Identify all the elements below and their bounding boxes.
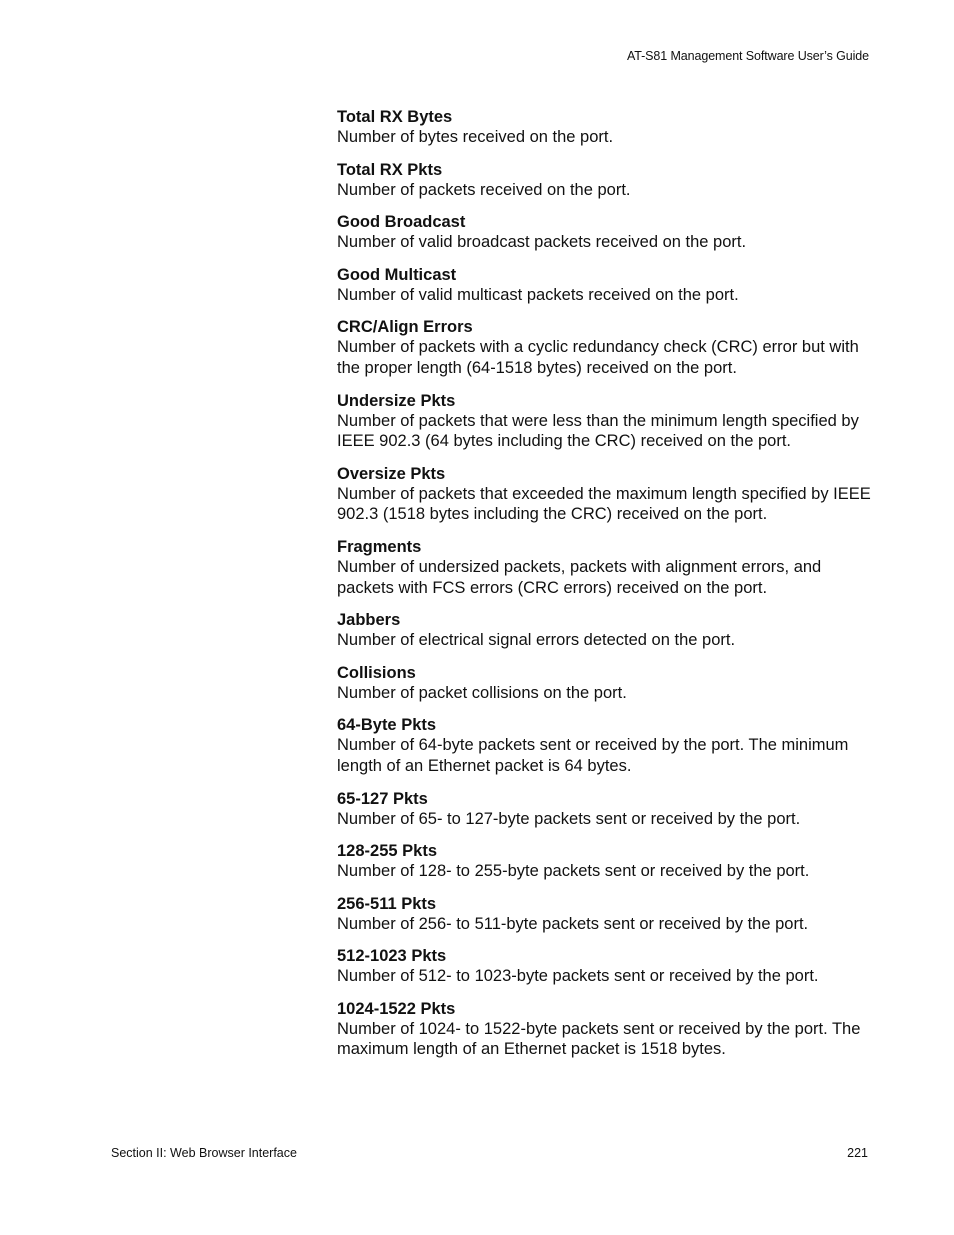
definition-description: Number of packets that exceeded the maximum length specified by IEEE 902.3 (1518 bytes including the CRC) received on the port. xyxy=(337,484,871,524)
definition-description: Number of valid multicast packets received on the port. xyxy=(337,285,739,304)
footer-section-title: Section II: Web Browser Interface xyxy=(111,1146,297,1160)
definition-description: Number of 512- to 1023-byte packets sent or received by the port. xyxy=(337,967,819,986)
definition-description: Number of 256- to 511-byte packets sent or received by the port. xyxy=(337,914,809,933)
definition-description: Number of packets received on the port. xyxy=(337,180,631,199)
footer-page-number: 221 xyxy=(847,1146,868,1160)
definition-term: Oversize Pkts xyxy=(337,464,446,483)
definition-description: Number of valid broadcast packets received on the port. xyxy=(337,233,747,252)
definition-term: 1024-1522 Pkts xyxy=(337,999,456,1018)
definition-description: Number of packet collisions on the port. xyxy=(337,683,627,702)
definition-entry xyxy=(337,894,877,935)
definition-term: Good Broadcast xyxy=(337,213,466,232)
definition-entry xyxy=(337,789,877,830)
definition-term: 512-1023 Pkts xyxy=(337,947,447,966)
definition-description: Number of 65- to 127-byte packets sent or received by the port. xyxy=(337,809,801,828)
definition-description: Number of 64-byte packets sent or received by the port. The minimum length of an Ethernet packet is 64 bytes. xyxy=(337,736,849,775)
definition-term: Collisions xyxy=(337,663,416,682)
definition-term: 64-Byte Pkts xyxy=(337,716,437,735)
definition-entry xyxy=(337,715,877,776)
running-header: AT-S81 Management Software User’s Guide xyxy=(626,49,869,63)
definition-entry xyxy=(337,999,877,1060)
definition-description: Number of undersized packets, packets with alignment errors, and packets with FCS errors (CRC errors) received on the port. xyxy=(337,557,822,597)
definition-entry xyxy=(337,317,877,378)
definition-term: Total RX Pkts xyxy=(337,160,443,179)
definition-entry xyxy=(337,107,877,148)
definition-entry xyxy=(337,663,877,704)
definition-description: Number of packets that were less than the minimum length specified by IEEE 902.3 (64 bytes including the CRC) received on the port. xyxy=(337,411,859,451)
definition-description: Number of electrical signal errors detected on the port. xyxy=(337,631,736,650)
definition-term: CRC/Align Errors xyxy=(337,318,473,337)
definition-description: Number of bytes received on the port. xyxy=(337,128,614,146)
definition-entry xyxy=(337,464,877,525)
definition-description: Number of packets with a cyclic redundancy check (CRC) error but with the proper length (64-1518 bytes) received on the port. xyxy=(337,338,859,377)
definition-entry xyxy=(337,212,877,253)
definition-term: Jabbers xyxy=(337,611,401,630)
definition-entry xyxy=(337,391,877,452)
definition-term: Good Multicast xyxy=(337,265,457,284)
definition-entry xyxy=(337,265,877,306)
definition-description: Number of 128- to 255-byte packets sent or received by the port. xyxy=(337,862,810,881)
definition-term: 256-511 Pkts xyxy=(337,894,437,913)
definition-term: Undersize Pkts xyxy=(337,391,456,410)
definition-term: 128-255 Pkts xyxy=(337,842,437,861)
definition-description: Number of 1024- to 1522-byte packets sent or received by the port. The maximum length of an Ethernet packet is 1518 bytes. xyxy=(337,1019,861,1059)
definition-entry xyxy=(337,537,877,598)
definition-list xyxy=(337,107,877,1072)
definition-term: 65-127 Pkts xyxy=(337,789,428,808)
definition-entry xyxy=(337,841,877,882)
definition-entry xyxy=(337,160,877,201)
definition-term: Total RX Bytes xyxy=(337,108,453,126)
definition-entry xyxy=(337,946,877,987)
definition-entry xyxy=(337,610,877,651)
definition-term: Fragments xyxy=(337,537,422,556)
